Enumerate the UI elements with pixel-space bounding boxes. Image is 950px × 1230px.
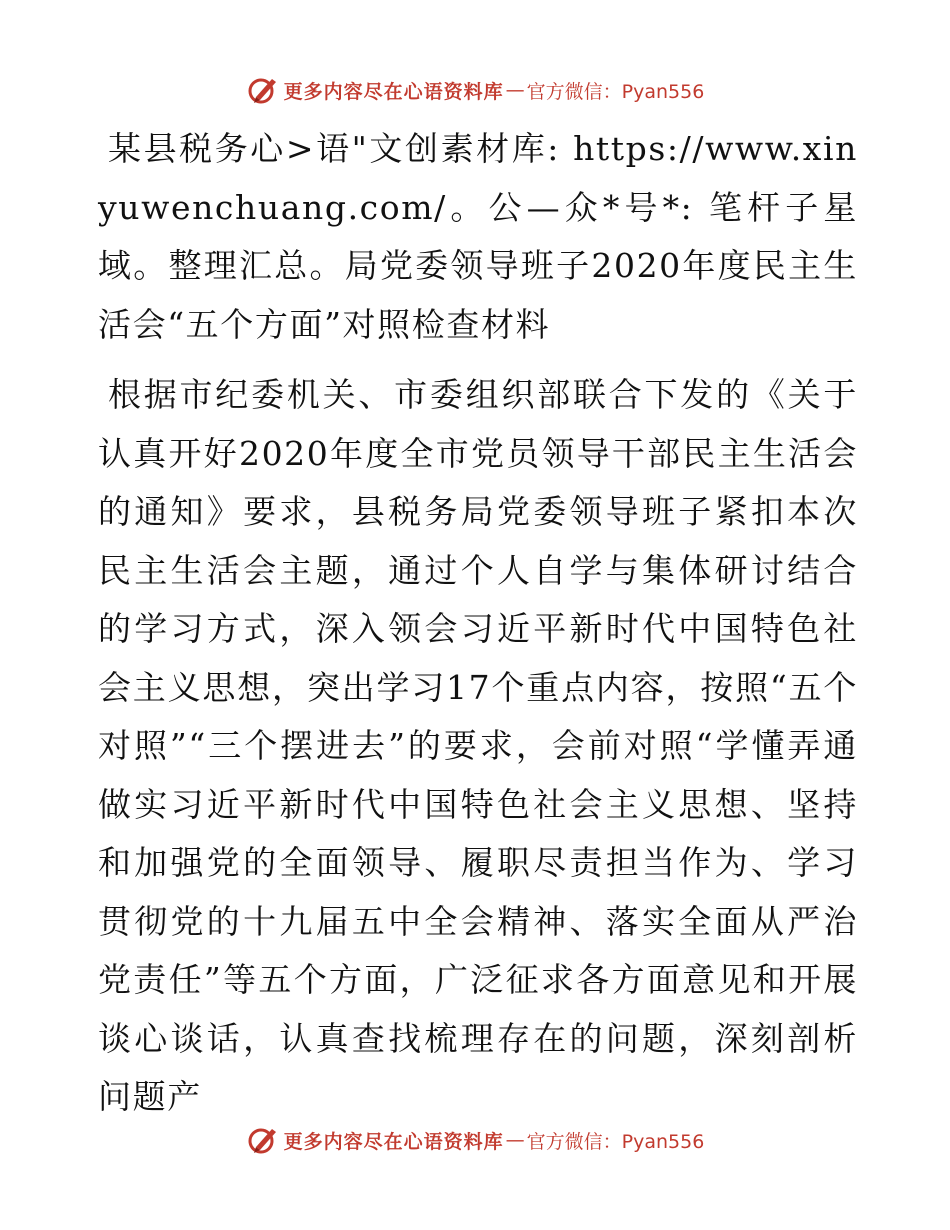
pen-logo-icon (246, 73, 280, 107)
footer-banner (0, 1120, 950, 1160)
banner-text: 更多内容尽在心语资料库 (283, 1130, 504, 1153)
header-banner (0, 70, 950, 110)
banner-separator: — (505, 79, 525, 101)
banner-text: 更多内容尽在心语资料库 (283, 80, 504, 103)
document-body: 根据市纪委机关、市委组织部联合下发的《关于认真开好2020年度全市党员领导干部民主生活会的通知》要求，县税务局党委领导班子紧扣本次民主生活会主题，通过个人自学与集体研讨结合的学习方式，深入领会习近平新时代中国特色社会主义思想，突出学习17个重点内容，按照“五个对照”“三个摆进去”的要求，会前对照“学懂弄通做实习近平新时代中国特色社会主义思想、坚持和加强党的全面领导、履职尽责担当作为、学习贯彻党的十九届五中全会精神、落实全面从严治党责任”等五个方面，广泛征求各方面意见和开展谈心谈话，认真查找梳理存在的问题，深刻剖析问题产 (98, 375, 858, 1116)
document-title: 某县税务心>语"文创素材库: https://www.xinyuwenchuang.com/。公—众*号*: 笔杆子星域。整理汇总。局党委领导班子2020年度民主生活会“五个方面”对照检查材料 (98, 129, 858, 344)
pen-logo-icon (246, 1123, 280, 1157)
banner-separator: — (505, 1129, 525, 1151)
document-content (98, 120, 858, 1127)
banner-wechat: 官方微信：Pyan556 (526, 1130, 705, 1153)
banner-wechat: 官方微信：Pyan556 (526, 80, 705, 103)
